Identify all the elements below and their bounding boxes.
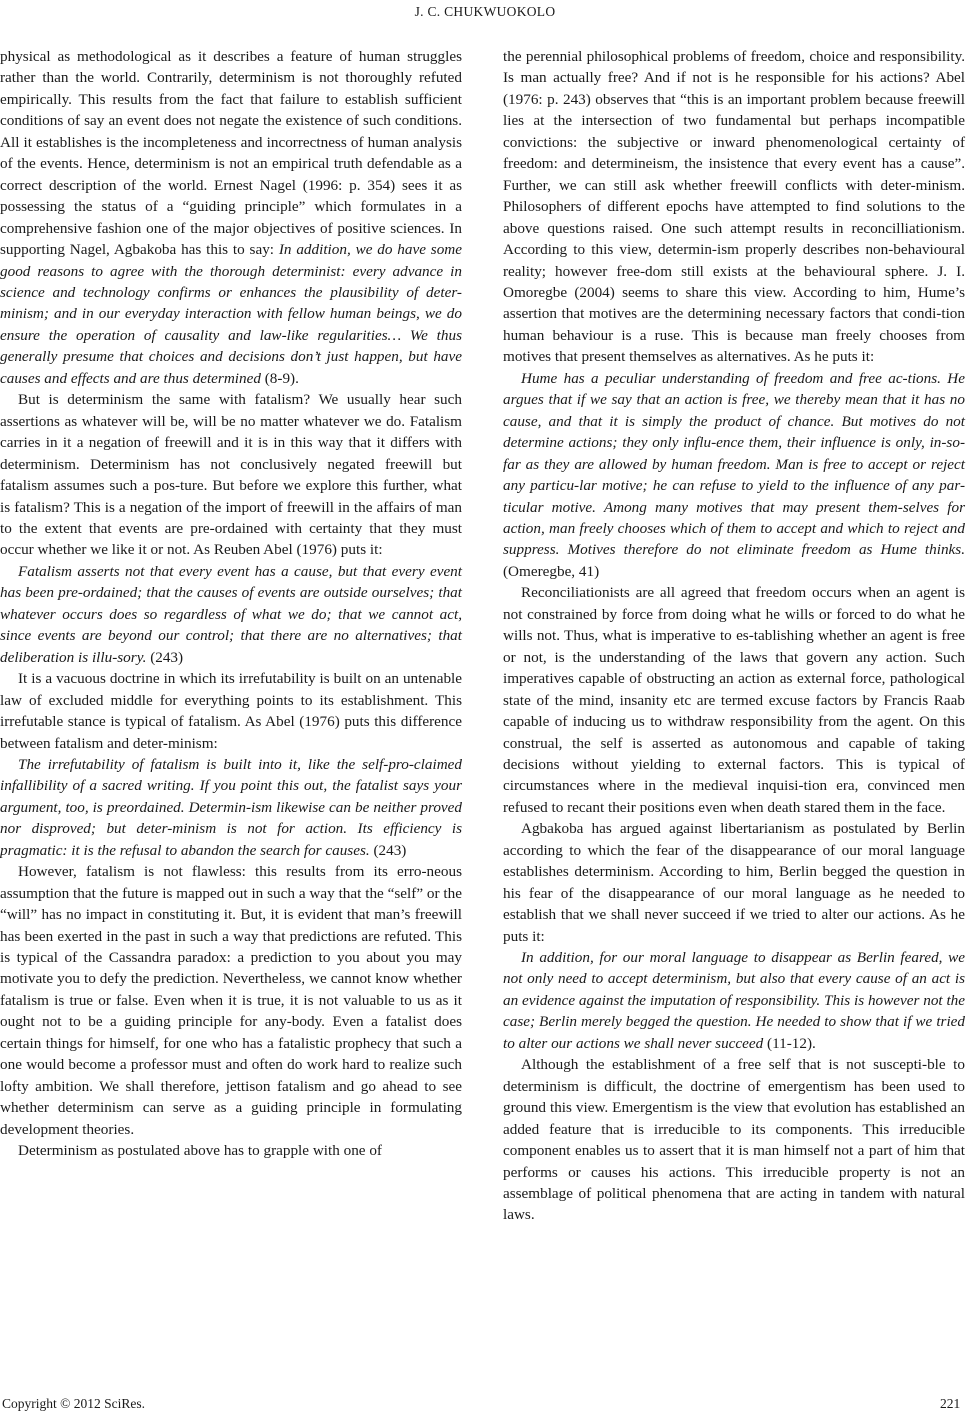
paragraph: Although the establishment of a free self that is not suscepti-ble to determinism is difficult, the doctrine of emergentism has been used to ground this view. Emergentism is the view that evolution has established an added feature that is irreducible to its components. This irreducible component enables us to assert that it is man himself not a part of him that performs or causes his actions. This irreducible property is not an assemblage of political phenomena that are acting in tandem with natural laws. — [503, 1056, 965, 1224]
quote-text: The irrefutability of fatalism is built into it, like the self-pro-claimed infallibility of a sacred writing. If you point this out, the fatalist says your argument, too, is preordained. Determin-ism likewise can be neither proved nor disproved; but deter-minism is not for action. Its efficiency is pragmatic: it is the refusal to abandon the search for causes. — [0, 755, 462, 859]
paragraph: Agbakoba has argued against libertarianism as postulated by Berlin according to which the fear of the disappearance of our moral language establishes determinism. According to him, Berlin begged the question in his fear of the disappearance of our moral language as he needed to establish that we shall never succeed if we tried to alter our actions. As he puts it: — [503, 820, 965, 945]
citation: (243) — [146, 648, 184, 666]
running-head: J. C. CHUKWUOKOLO — [414, 4, 556, 19]
block-quote — [503, 947, 965, 1054]
paragraph: But is determinism the same with fatalism? We usually hear such assertions as whatever will be, will be no matter whatever we do. Fatalism carries in it a negation of freewill and it is in this way that it differs with determinism. Determinism has not conclusively negated freewill but fatalism assumes such a pos-ture. But before we explore this further, what is fatalism? This is a negation of the import of freewill in the affairs of man to the extent that events are pre-ordained with certainty that they must occur whether we like it or not. As Reuben Abel (1976) puts it: — [0, 391, 462, 559]
quote-text: Fatalism asserts not that every event has a cause, but that every event has been pre-ordained; that the causes of events are outside ourselves; that whatever occurs does so regardless of what we do; that we cannot act, since events are beyond our control; that there are no alternatives; that deliberation is illu-sory. — [0, 562, 462, 666]
paragraph — [0, 46, 462, 389]
paragraph: However, fatalism is not flawless: this results from its erro-neous assumption that the future is mapped out in such a way that the “self” or the “will” has no impact in constituting it. But, it is evident that man’s freewill has been exerted in the past in such a way that predictions are refuted. This is typical of the Cassandra paradox: a prediction to you about you may motivate you to defy the prediction. Nevertheless, we cannot know whether fatalism is true or false. Even when it is true, it is not valuable to us as it ought not to be a guiding principle for any-body. Even a fatalist does certain things for himself, for one who has a fatalistic prophecy that such a one would become a professor must and often do work hard to realize such lofty ambition. We shall therefore, jettison fatalism and go ahead to see whether determinism can serve as a guiding principle in formulating development theories. — [0, 863, 462, 1138]
block-quote — [0, 754, 462, 861]
block-quote — [0, 561, 462, 668]
citation: (8-9). — [260, 369, 299, 387]
quote-text: Hume has a peculiar understanding of freedom and free ac-tions. He argues that if we say that an action is free, we thereby mean that it has no cause, and that it is simply the product of chance. But motives do not determine actions; they only influ-ence them, their influence is only, in-so-far as they are allowed by human freedom. Man is free to accept or reject any particu-lar motive; he can refuse to yield to the influence of any par-ticular motive. Among many motives that may present them-selves for action, man freely chooses which of them to accept and which to reject and suppress. Motives therefore do not eliminate freedom as Hume thinks. — [503, 369, 965, 559]
citation: (Omeregbe, 41) — [503, 562, 600, 580]
paragraph: the perennial philosophical problems of freedom, choice and responsibility. Is man actually free? And if not is he responsible for his actions? Abel (1976: p. 243) observes that “this is an important problem because freewill lies at the intersection of two fundamental but perhaps incompatible convictions: the subjective or inward phenomenological certainty of freedom: and determineism, the insistence that every event has a cause”. Further, we can still ask whether freewill conflicts with deter-minism. Philosophers of different epochs have attempted to find solutions to the above questions raised. One such attempt results in reconcilliationism. According to this view, determin-ism properly describes non-behavioural reality; however free-dom still exists at the behavioural sphere. J. I. Omoregbe (2004) seems to share this view. According to him, Hume’s assertion that motives are the determining necessary factors that condi-tion human behaviour is a ruse. This is because man freely chooses from motives that present themselves as alternatives. As he puts it: — [503, 48, 965, 366]
inline-quote: In addition, we do have some good reasons to agree with the thorough determinist: every advance in science and technology confirms or enhances the plausibility of deter-minism; and in our everyday interaction with fellow human beings, we do ensure the operation of causality and law-like regularities… We thus generally presume that choices and decisions don’t just happen, but have causes and effects and are thus determined — [0, 241, 462, 387]
page-number: 221 — [940, 1396, 961, 1411]
paragraph-text: physical as methodological as it describes a feature of human struggles rather than the world. Contrarily, determinism is not thoroughly refuted empirically. This results from the fact that failure to establish sufficient conditions of say an event does not negate the existence of such conditions. All it establishes is the incompleteness and incorrectness of human analysis of the events. Hence, determinism is not an empirical truth defendable as a correct description of the world. Ernest Nagel (1996: p. 354) sees it as possessing the status of a “guiding principle” which formulates in a comprehensive fashion one of the major objectives of positive sciences. In supporting Nagel, Agbakoba has this to say: — [0, 48, 462, 259]
right-column — [503, 46, 965, 1226]
left-column — [0, 46, 462, 1162]
block-quote — [503, 368, 965, 583]
paragraph: Reconciliationists are all agreed that freedom occurs when an agent is not constrained by force from doing what he wills or forced to do what he wills not. Thus, what is imperative to es-tablishing whether an agent is free or not, is the understanding of the laws that govern any action. Such imperatives capable of obstructing an action as external force, pathological state of the mind, insanity etc are termed excuse factors by Francis Raab capable of inducing us to withdraw responsibility from the agent. On this construal, the self is asserted as autonomous and capable of taking decisions without yielding to external factors. This is typical of circumstances where in the medieval inquisi-tion era, convinced men refused to recant their positions even when death stared them in the face. — [503, 584, 965, 816]
paragraph: It is a vacuous doctrine in which its irrefutability is built on an untenable law of excluded middle for everything points to its establishment. This irrefutable stance is typical of fatalism. As Abel (1976) puts this difference between fatalism and deter-minism: — [0, 670, 462, 752]
citation: (11-12). — [763, 1034, 816, 1052]
quote-text: In addition, for our moral language to disappear as Berlin feared, we not only need to accept determinism, but also that every cause of an act is an evidence against the imputation of responsibility. This is however not the case; Berlin merely begged the question. He needed to show that if we tried to alter our actions we shall never succeed — [503, 949, 965, 1052]
copyright-notice: Copyright © 2012 SciRes. — [2, 1396, 146, 1411]
paragraph: Determinism as postulated above has to grapple with one of — [18, 1142, 382, 1160]
citation: (243) — [369, 841, 407, 859]
